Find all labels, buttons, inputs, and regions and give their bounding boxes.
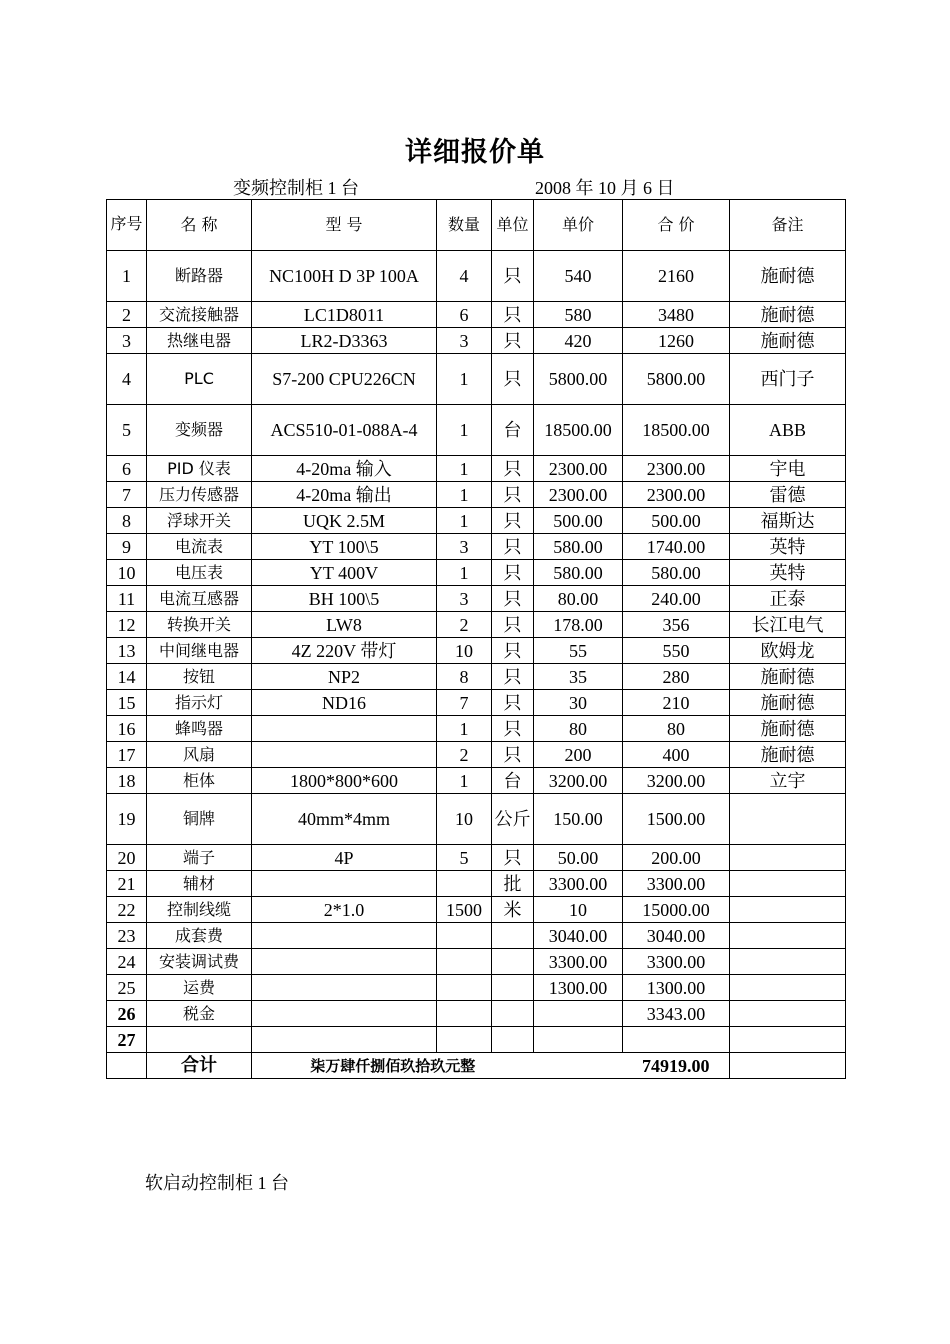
cell-name: 指示灯 — [147, 690, 252, 716]
cell-price: 3200.00 — [534, 768, 623, 794]
cell-unit: 米 — [492, 897, 534, 923]
cell-note — [730, 1027, 846, 1053]
cell-model: ND16 — [252, 690, 437, 716]
table-row — [107, 664, 846, 690]
cell-seq: 8 — [107, 508, 147, 534]
header-price: 单价 — [534, 200, 623, 251]
cell-unit — [492, 923, 534, 949]
cell-seq: 21 — [107, 871, 147, 897]
cell-name: 中间继电器 — [147, 638, 252, 664]
cell-price: 580.00 — [534, 560, 623, 586]
table-row — [107, 354, 846, 405]
header-qty: 数量 — [437, 200, 492, 251]
cell-model — [252, 975, 437, 1001]
cell-unit: 只 — [492, 354, 534, 405]
cell-name: 断路器 — [147, 251, 252, 302]
cell-qty: 1 — [437, 768, 492, 794]
table-row — [107, 949, 846, 975]
total-note-cell — [730, 1053, 846, 1079]
cell-qty: 1500 — [437, 897, 492, 923]
table-row — [107, 328, 846, 354]
header-model: 型 号 — [252, 200, 437, 251]
cell-qty: 8 — [437, 664, 492, 690]
cell-qty — [437, 1001, 492, 1027]
cell-unit: 公斤 — [492, 794, 534, 845]
cell-model: 2*1.0 — [252, 897, 437, 923]
cell-model — [252, 742, 437, 768]
cell-note: 宇电 — [730, 456, 846, 482]
cell-model: LR2-D3363 — [252, 328, 437, 354]
document-title: 详细报价单 — [405, 137, 545, 168]
cell-price — [534, 1001, 623, 1027]
table-row — [107, 871, 846, 897]
table-row — [107, 405, 846, 456]
cell-name: 运费 — [147, 975, 252, 1001]
cell-price: 178.00 — [534, 612, 623, 638]
cell-qty: 2 — [437, 612, 492, 638]
cell-unit: 只 — [492, 251, 534, 302]
cell-qty: 5 — [437, 845, 492, 871]
table-row — [107, 768, 846, 794]
cell-unit: 只 — [492, 845, 534, 871]
cell-qty: 4 — [437, 251, 492, 302]
cell-qty: 10 — [437, 794, 492, 845]
cell-name: 电流互感器 — [147, 586, 252, 612]
cell-unit — [492, 949, 534, 975]
cell-name: 变频器 — [147, 405, 252, 456]
cell-model: ACS510-01-088A-4 — [252, 405, 437, 456]
cell-total: 400 — [623, 742, 730, 768]
cell-qty — [437, 923, 492, 949]
header-unit: 单位 — [492, 200, 534, 251]
cell-total: 18500.00 — [623, 405, 730, 456]
cell-seq: 16 — [107, 716, 147, 742]
cell-note: 施耐德 — [730, 328, 846, 354]
cell-unit: 只 — [492, 690, 534, 716]
cell-total: 2300.00 — [623, 482, 730, 508]
cell-model — [252, 949, 437, 975]
cell-seq: 15 — [107, 690, 147, 716]
table-row — [107, 923, 846, 949]
cell-name: 转换开关 — [147, 612, 252, 638]
total-amount-words: 柒万肆仟捌佰玖拾玖元整 — [252, 1053, 534, 1079]
cell-price: 3300.00 — [534, 871, 623, 897]
table-row — [107, 456, 846, 482]
cell-note — [730, 794, 846, 845]
cell-price: 50.00 — [534, 845, 623, 871]
cell-qty: 2 — [437, 742, 492, 768]
cell-price: 80.00 — [534, 586, 623, 612]
cell-note: 施耐德 — [730, 742, 846, 768]
cell-price: 80 — [534, 716, 623, 742]
cell-unit: 只 — [492, 328, 534, 354]
footer-note: 软启动控制柜 1 台 — [145, 1173, 289, 1193]
cell-name: 辅材 — [147, 871, 252, 897]
cell-note: 长江电气 — [730, 612, 846, 638]
cell-unit: 只 — [492, 482, 534, 508]
cell-unit: 只 — [492, 302, 534, 328]
cell-name: 成套费 — [147, 923, 252, 949]
quote-table-body — [107, 200, 846, 1079]
cell-model — [252, 1001, 437, 1027]
cell-seq: 9 — [107, 534, 147, 560]
cell-unit: 台 — [492, 405, 534, 456]
cell-seq: 20 — [107, 845, 147, 871]
cell-name: 安装调试费 — [147, 949, 252, 975]
cell-qty: 1 — [437, 456, 492, 482]
cell-name: 蜂鸣器 — [147, 716, 252, 742]
cell-price: 580.00 — [534, 534, 623, 560]
cell-model: S7-200 CPU226CN — [252, 354, 437, 405]
header-name: 名 称 — [147, 200, 252, 251]
cell-name: 交流接触器 — [147, 302, 252, 328]
cell-unit: 批 — [492, 871, 534, 897]
cell-total — [623, 1027, 730, 1053]
cell-price: 420 — [534, 328, 623, 354]
table-row — [107, 482, 846, 508]
cell-unit: 只 — [492, 638, 534, 664]
cell-seq: 18 — [107, 768, 147, 794]
cell-qty: 1 — [437, 716, 492, 742]
cell-unit: 只 — [492, 612, 534, 638]
cell-seq: 25 — [107, 975, 147, 1001]
cell-name: 端子 — [147, 845, 252, 871]
total-amount-spacer — [534, 1053, 623, 1079]
cell-model: YT 400V — [252, 560, 437, 586]
cell-total: 3300.00 — [623, 871, 730, 897]
cell-total: 1300.00 — [623, 975, 730, 1001]
cell-note: 施耐德 — [730, 690, 846, 716]
cell-seq: 1 — [107, 251, 147, 302]
cell-price: 1300.00 — [534, 975, 623, 1001]
cell-total: 80 — [623, 716, 730, 742]
cell-seq: 26 — [107, 1001, 147, 1027]
cell-qty: 1 — [437, 560, 492, 586]
cell-note — [730, 1001, 846, 1027]
cell-name: 压力传感器 — [147, 482, 252, 508]
cell-model: 1800*800*600 — [252, 768, 437, 794]
cell-note: 立宇 — [730, 768, 846, 794]
table-row — [107, 302, 846, 328]
cell-qty: 6 — [437, 302, 492, 328]
cell-model: 40mm*4mm — [252, 794, 437, 845]
cell-seq: 12 — [107, 612, 147, 638]
cell-note: ABB — [730, 405, 846, 456]
cell-seq: 27 — [107, 1027, 147, 1053]
cell-total: 3300.00 — [623, 949, 730, 975]
cell-note: 福斯达 — [730, 508, 846, 534]
cell-qty: 1 — [437, 354, 492, 405]
cell-model — [252, 871, 437, 897]
cell-total: 2300.00 — [623, 456, 730, 482]
cell-name: 柜体 — [147, 768, 252, 794]
cell-total: 240.00 — [623, 586, 730, 612]
cell-model — [252, 1027, 437, 1053]
table-row — [107, 534, 846, 560]
cell-total: 3200.00 — [623, 768, 730, 794]
table-row — [107, 794, 846, 845]
cell-seq: 4 — [107, 354, 147, 405]
cell-price: 3040.00 — [534, 923, 623, 949]
cell-name: 税金 — [147, 1001, 252, 1027]
cell-note — [730, 923, 846, 949]
cell-total: 3040.00 — [623, 923, 730, 949]
cell-seq: 7 — [107, 482, 147, 508]
header-row — [107, 200, 846, 251]
cell-unit: 只 — [492, 742, 534, 768]
cell-note: 英特 — [730, 560, 846, 586]
cell-total: 3480 — [623, 302, 730, 328]
cell-qty: 1 — [437, 482, 492, 508]
cell-note: 欧姆龙 — [730, 638, 846, 664]
total-empty-cell — [107, 1053, 147, 1079]
cell-unit: 只 — [492, 716, 534, 742]
cell-note — [730, 949, 846, 975]
cell-seq: 24 — [107, 949, 147, 975]
cell-model: BH 100\5 — [252, 586, 437, 612]
cell-model — [252, 716, 437, 742]
table-row — [107, 690, 846, 716]
table-row — [107, 975, 846, 1001]
cell-price: 2300.00 — [534, 482, 623, 508]
table-row — [107, 845, 846, 871]
cell-qty — [437, 949, 492, 975]
cell-price: 500.00 — [534, 508, 623, 534]
table-row — [107, 716, 846, 742]
cell-total: 5800.00 — [623, 354, 730, 405]
cell-seq: 17 — [107, 742, 147, 768]
cell-model: UQK 2.5M — [252, 508, 437, 534]
cell-total: 580.00 — [623, 560, 730, 586]
cell-seq: 11 — [107, 586, 147, 612]
cell-note: 施耐德 — [730, 302, 846, 328]
cell-seq: 14 — [107, 664, 147, 690]
cell-total: 500.00 — [623, 508, 730, 534]
cell-model: NC100H D 3P 100A — [252, 251, 437, 302]
total-row — [107, 1053, 846, 1079]
cell-seq: 3 — [107, 328, 147, 354]
cell-seq: 19 — [107, 794, 147, 845]
cell-name: 铜牌 — [147, 794, 252, 845]
cell-total: 1500.00 — [623, 794, 730, 845]
cell-price: 200 — [534, 742, 623, 768]
cell-unit: 只 — [492, 586, 534, 612]
cell-total: 210 — [623, 690, 730, 716]
table-row — [107, 508, 846, 534]
cell-qty: 1 — [437, 405, 492, 456]
cabinet-subtitle: 变频控制柜 1 台 — [233, 178, 359, 198]
cell-name: 电流表 — [147, 534, 252, 560]
cell-unit: 只 — [492, 664, 534, 690]
cell-total: 1740.00 — [623, 534, 730, 560]
cell-unit: 台 — [492, 768, 534, 794]
cell-name: 风扇 — [147, 742, 252, 768]
cell-name: PLC — [147, 354, 252, 405]
total-label: 合计 — [147, 1053, 252, 1079]
cell-name — [147, 1027, 252, 1053]
cell-price: 55 — [534, 638, 623, 664]
table-row — [107, 742, 846, 768]
cell-unit: 只 — [492, 456, 534, 482]
cell-price: 150.00 — [534, 794, 623, 845]
cell-model: NP2 — [252, 664, 437, 690]
cell-qty — [437, 1027, 492, 1053]
cell-note: 施耐德 — [730, 664, 846, 690]
cell-price: 2300.00 — [534, 456, 623, 482]
cell-price: 3300.00 — [534, 949, 623, 975]
cell-note: 施耐德 — [730, 251, 846, 302]
cell-note — [730, 975, 846, 1001]
quote-table — [106, 199, 846, 1079]
cell-note: 正泰 — [730, 586, 846, 612]
cell-model: 4-20ma 输出 — [252, 482, 437, 508]
cell-model: LC1D8011 — [252, 302, 437, 328]
cell-seq: 10 — [107, 560, 147, 586]
cell-name: 热继电器 — [147, 328, 252, 354]
cell-name: 电压表 — [147, 560, 252, 586]
table-row — [107, 612, 846, 638]
cell-model — [252, 923, 437, 949]
header-seq: 序号 — [107, 200, 147, 251]
cell-model: 4P — [252, 845, 437, 871]
cell-seq: 23 — [107, 923, 147, 949]
cell-model: 4Z 220V 带灯 — [252, 638, 437, 664]
cell-price: 10 — [534, 897, 623, 923]
cell-total: 1260 — [623, 328, 730, 354]
cell-unit — [492, 975, 534, 1001]
cell-note: 英特 — [730, 534, 846, 560]
cell-qty — [437, 975, 492, 1001]
cell-price: 18500.00 — [534, 405, 623, 456]
cell-note — [730, 871, 846, 897]
cell-unit — [492, 1001, 534, 1027]
cell-seq: 13 — [107, 638, 147, 664]
cell-note — [730, 897, 846, 923]
header-total: 合 价 — [623, 200, 730, 251]
cell-unit: 只 — [492, 560, 534, 586]
cell-model: LW8 — [252, 612, 437, 638]
cell-seq: 2 — [107, 302, 147, 328]
cell-price: 5800.00 — [534, 354, 623, 405]
cell-qty: 1 — [437, 508, 492, 534]
cell-seq: 5 — [107, 405, 147, 456]
table-row — [107, 638, 846, 664]
cell-qty: 3 — [437, 328, 492, 354]
cell-total: 280 — [623, 664, 730, 690]
cell-seq: 22 — [107, 897, 147, 923]
cell-name: 控制线缆 — [147, 897, 252, 923]
table-row — [107, 560, 846, 586]
cell-price: 540 — [534, 251, 623, 302]
cell-total: 550 — [623, 638, 730, 664]
cell-qty: 3 — [437, 534, 492, 560]
cell-model: 4-20ma 输入 — [252, 456, 437, 482]
cell-unit: 只 — [492, 534, 534, 560]
cell-note: 雷德 — [730, 482, 846, 508]
table-row — [107, 1027, 846, 1053]
table-row — [107, 251, 846, 302]
cell-price — [534, 1027, 623, 1053]
cell-name: 按钮 — [147, 664, 252, 690]
cell-unit: 只 — [492, 508, 534, 534]
total-amount: 74919.00 — [623, 1053, 730, 1079]
header-note: 备注 — [730, 200, 846, 251]
cell-total: 356 — [623, 612, 730, 638]
cell-total: 15000.00 — [623, 897, 730, 923]
cell-name: PID 仪表 — [147, 456, 252, 482]
cell-note: 西门子 — [730, 354, 846, 405]
cell-price: 35 — [534, 664, 623, 690]
table-row — [107, 586, 846, 612]
cell-note — [730, 845, 846, 871]
cell-name: 浮球开关 — [147, 508, 252, 534]
cell-qty — [437, 871, 492, 897]
cell-total: 3343.00 — [623, 1001, 730, 1027]
table-row — [107, 1001, 846, 1027]
cell-qty: 3 — [437, 586, 492, 612]
cell-qty: 10 — [437, 638, 492, 664]
quote-date: 2008 年 10 月 6 日 — [535, 178, 675, 198]
cell-total: 200.00 — [623, 845, 730, 871]
cell-total: 2160 — [623, 251, 730, 302]
cell-qty: 7 — [437, 690, 492, 716]
cell-model: YT 100\5 — [252, 534, 437, 560]
cell-price: 580 — [534, 302, 623, 328]
cell-price: 30 — [534, 690, 623, 716]
cell-seq: 6 — [107, 456, 147, 482]
cell-note: 施耐德 — [730, 716, 846, 742]
table-row — [107, 897, 846, 923]
cell-unit — [492, 1027, 534, 1053]
